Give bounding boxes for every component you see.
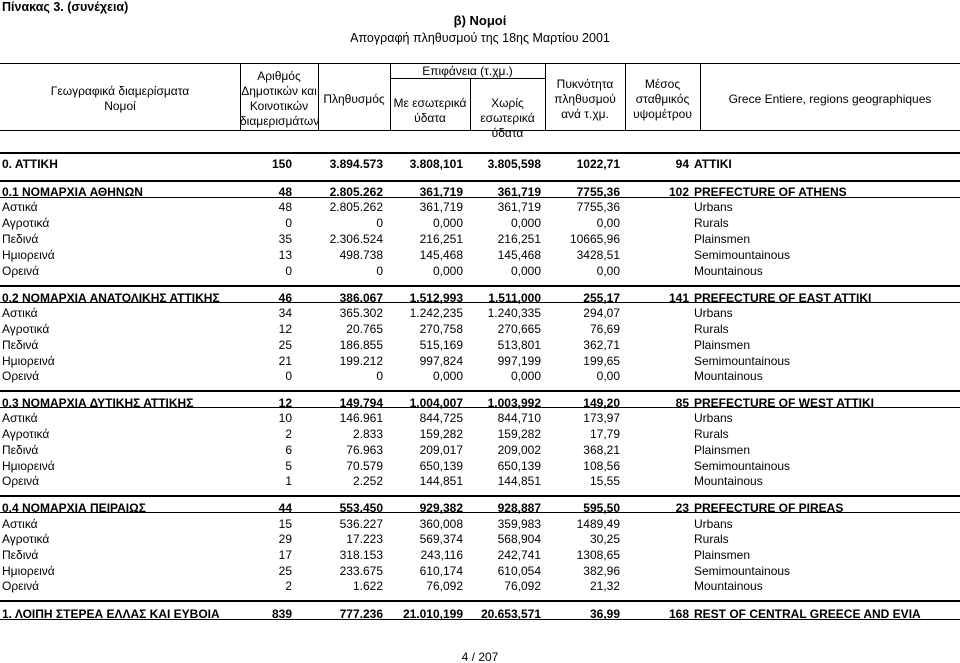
cell-population: 0 (376, 264, 383, 278)
cell-area-without-water: 3.805,598 (487, 157, 541, 171)
cell-count: 35 (278, 232, 292, 246)
section-rule (0, 180, 960, 182)
cell-area-with-water: 216,251 (419, 232, 463, 246)
cell-population: 70.579 (346, 459, 383, 473)
cell-density: 1022,71 (576, 157, 620, 171)
cell-density: 149,20 (583, 396, 620, 410)
cell-area-without-water: 270,665 (497, 322, 541, 336)
cell-english: Semimountainous (694, 354, 791, 368)
cell-population: 149.794 (339, 396, 383, 410)
cell-area-without-water: 0,000 (510, 216, 541, 230)
cell-english: Urbans (694, 411, 733, 425)
cell-population: 498.738 (339, 248, 383, 262)
cell-density: 0,00 (596, 216, 620, 230)
cell-english: ATTIKI (694, 157, 732, 171)
cell-area-with-water: 76,092 (426, 579, 463, 593)
cell-area-with-water: 21.010,199 (402, 607, 463, 621)
cell-name: Αστικά (2, 200, 38, 214)
cell-name: Πεδινά (2, 232, 39, 246)
cell-density: 294,07 (583, 306, 620, 320)
cell-english: Mountainous (694, 474, 763, 488)
cell-density: 595,50 (583, 501, 620, 515)
cell-count: 150 (271, 157, 292, 171)
cell-area-with-water: 360,008 (419, 517, 463, 531)
cell-density: 15,55 (589, 474, 620, 488)
cell-population: 318.153 (339, 548, 383, 562)
cell-english: Mountainous (694, 579, 763, 593)
cell-name: 0.1 ΝΟΜΑΡΧΙΑ ΑΘΗΝΩΝ (2, 185, 143, 199)
cell-area-without-water: 144,851 (497, 474, 541, 488)
cell-area-with-water: 144,851 (419, 474, 463, 488)
cell-population: 2.805.262 (329, 185, 383, 199)
cell-population: 186.855 (339, 338, 383, 352)
cell-name: Αγροτικά (2, 532, 50, 546)
cell-count: 0 (285, 264, 292, 278)
cell-count: 2 (285, 579, 292, 593)
cell-name: Αστικά (2, 517, 38, 531)
cell-name: Ημιορεινά (2, 354, 55, 368)
cell-density: 76,69 (589, 322, 620, 336)
cell-area-without-water: 216,251 (497, 232, 541, 246)
cell-count: 48 (278, 185, 292, 199)
cell-area-with-water: 361,719 (419, 185, 463, 199)
header-population: Πληθυσμός (323, 92, 385, 106)
cell-count: 0 (285, 369, 292, 383)
cell-population: 1.622 (352, 579, 383, 593)
cell-area-without-water: 844,710 (497, 411, 541, 425)
cell-density: 0,00 (596, 264, 620, 278)
cell-density: 21,32 (589, 579, 620, 593)
cell-english: Plainsmen (694, 548, 751, 562)
cell-area-without-water: 20.653,571 (480, 607, 541, 621)
cell-area-without-water: 361,719 (497, 185, 541, 199)
cell-english: Urbans (694, 517, 733, 531)
cell-population: 3.894.573 (329, 157, 383, 171)
cell-area-with-water: 997,824 (419, 354, 463, 368)
cell-count: 0 (285, 216, 292, 230)
cell-density: 36,99 (589, 607, 620, 621)
cell-area-without-water: 1.240,335 (487, 306, 541, 320)
cell-name: 0.3 ΝΟΜΑΡΧΙΑ ΔΥΤΙΚΗΣ ΑΤΤΙΚΗΣ (2, 396, 194, 410)
cell-area-with-water: 0,000 (432, 369, 463, 383)
cell-population: 0 (376, 216, 383, 230)
cell-density: 17,79 (589, 427, 620, 441)
cell-count: 29 (278, 532, 292, 546)
cell-english: Plainsmen (694, 232, 751, 246)
cell-area-with-water: 569,374 (419, 532, 463, 546)
cell-count: 46 (278, 291, 292, 305)
cell-area-without-water: 0,000 (510, 264, 541, 278)
cell-name: 0.4 ΝΟΜΑΡΧΙΑ ΠΕΙΡΑΙΩΣ (2, 501, 146, 515)
cell-population: 76.963 (346, 443, 383, 457)
cell-population: 233.675 (339, 564, 383, 578)
cell-area-with-water: 243,116 (420, 548, 463, 562)
cell-area-without-water: 76,092 (504, 579, 541, 593)
cell-english: Rurals (694, 427, 729, 441)
cell-population: 536.227 (339, 517, 383, 531)
page-heading: Πίνακας 3. (συνέχεια) (2, 0, 129, 14)
cell-name: 1. ΛΟΙΠΗ ΣΤΕΡΕΑ ΕΛΛΑΣ ΚΑΙ ΕΥΒΟΙΑ (2, 607, 220, 621)
page-number: 4 / 207 (461, 650, 499, 663)
cell-name: Ορεινά (2, 369, 40, 383)
cell-area-without-water: 568,904 (497, 532, 541, 546)
cell-area-with-water: 209,017 (419, 443, 463, 457)
table-title: β) Νομοί (453, 13, 507, 28)
cell-english: Rurals (694, 216, 729, 230)
header-count: Αριθμός Δημοτικών και Κοινοτικών διαμερισμάτων (240, 69, 320, 128)
header-density: Πυκνότητα πληθυσμού ανά τ.χμ. (554, 77, 616, 121)
header-area-without-water: Χωρίς εσωτερικά ύδατα (480, 96, 535, 140)
cell-count: 2 (285, 427, 292, 441)
cell-english: Plainsmen (694, 443, 751, 457)
cell-density: 199,65 (583, 354, 620, 368)
cell-area-with-water: 145,468 (419, 248, 463, 262)
cell-english: REST OF CENTRAL GREECE AND EVIA (694, 607, 921, 621)
cell-area-with-water: 650,139 (419, 459, 463, 473)
cell-count: 1 (285, 474, 292, 488)
cell-name: Ημιορεινά (2, 564, 55, 578)
cell-count: 17 (278, 548, 292, 562)
cell-area-without-water: 361,719 (497, 200, 541, 214)
cell-area-with-water: 0,000 (432, 216, 463, 230)
cell-count: 5 (285, 459, 292, 473)
cell-count: 12 (278, 396, 292, 410)
cell-name: Ορεινά (2, 264, 40, 278)
cell-altitude: 85 (675, 396, 689, 410)
cell-population: 2.306.524 (329, 232, 383, 246)
cell-density: 10665,96 (569, 232, 620, 246)
cell-area-with-water: 361,719 (419, 200, 463, 214)
cell-count: 25 (278, 564, 292, 578)
section-rule (0, 152, 960, 154)
cell-area-without-water: 997,199 (497, 354, 541, 368)
cell-name: 0.2 ΝΟΜΑΡΧΙΑ ΑΝΑΤΟΛΙΚΗΣ ΑΤΤΙΚΗΣ (2, 291, 220, 305)
cell-name: Αγροτικά (2, 427, 50, 441)
cell-population: 199.212 (339, 354, 383, 368)
cell-area-with-water: 844,725 (419, 411, 463, 425)
cell-area-without-water: 0,000 (510, 369, 541, 383)
cell-population: 146.961 (339, 411, 383, 425)
cell-count: 21 (278, 354, 292, 368)
cell-area-with-water: 1.512,993 (409, 291, 463, 305)
cell-english: PREFECTURE OF ATHENS (694, 185, 847, 199)
cell-name: Πεδινά (2, 548, 39, 562)
cell-english: Rurals (694, 322, 729, 336)
cell-english: Urbans (694, 306, 733, 320)
cell-population: 365.302 (339, 306, 383, 320)
header-altitude: Μέσος σταθμικός υψομέτρου (633, 77, 692, 121)
cell-area-without-water: 650,139 (497, 459, 541, 473)
cell-altitude: 141 (668, 291, 689, 305)
cell-english: PREFECTURE OF PIREAS (694, 501, 844, 515)
cell-density: 382,96 (583, 564, 620, 578)
cell-english: PREFECTURE OF WEST ATTIKI (694, 396, 874, 410)
cell-count: 13 (278, 248, 292, 262)
cell-name: 0. ΑΤΤΙΚΗ (2, 157, 58, 171)
cell-english: Semimountainous (694, 564, 791, 578)
cell-name: Αγροτικά (2, 322, 50, 336)
cell-english: Semimountainous (694, 459, 791, 473)
header-geo: Γεωγραφικά διαμερίσματα Νομοί (50, 84, 190, 113)
header-english: Grece Entiere, regions geographiques (728, 92, 932, 106)
cell-count: 34 (278, 306, 292, 320)
cell-count: 15 (278, 517, 292, 531)
section-rule (0, 600, 960, 602)
cell-altitude: 102 (668, 185, 689, 199)
table-subtitle: Απογραφή πληθυσμού της 18ης Μαρτίου 2001 (350, 31, 610, 45)
cell-english: Mountainous (694, 264, 763, 278)
cell-density: 0,00 (596, 369, 620, 383)
cell-density: 7755,36 (576, 185, 620, 199)
cell-population: 553.450 (339, 501, 383, 515)
cell-density: 3428,51 (576, 248, 620, 262)
cell-altitude: 168 (668, 607, 689, 621)
cell-altitude: 23 (675, 501, 689, 515)
cell-english: Plainsmen (694, 338, 751, 352)
cell-area-without-water: 209,002 (497, 443, 541, 457)
cell-population: 2.833 (352, 427, 383, 441)
cell-area-without-water: 359,983 (497, 517, 541, 531)
cell-density: 255,17 (583, 291, 620, 305)
cell-population: 2.805.262 (329, 200, 383, 214)
cell-density: 173,97 (583, 411, 620, 425)
cell-count: 839 (271, 607, 292, 621)
cell-area-without-water: 1.003,992 (487, 396, 541, 410)
cell-population: 17.223 (346, 532, 383, 546)
cell-area-without-water: 928,887 (497, 501, 541, 515)
cell-name: Ορεινά (2, 579, 40, 593)
cell-population: 777.236 (339, 607, 383, 621)
cell-name: Ημιορεινά (2, 459, 55, 473)
cell-name: Αγροτικά (2, 216, 50, 230)
cell-density: 7755,36 (576, 200, 620, 214)
cell-count: 12 (278, 322, 292, 336)
cell-english: Rurals (694, 532, 729, 546)
cell-area-without-water: 145,468 (497, 248, 541, 262)
cell-english: Semimountainous (694, 248, 791, 262)
cell-area-without-water: 610,054 (497, 564, 541, 578)
cell-name: Αστικά (2, 411, 38, 425)
cell-area-without-water: 242,741 (497, 548, 541, 562)
cell-area-with-water: 929,382 (419, 501, 463, 515)
cell-population: 2.252 (352, 474, 383, 488)
cell-area-with-water: 3.808,101 (409, 157, 463, 171)
cell-count: 10 (278, 411, 292, 425)
cell-count: 6 (285, 443, 292, 457)
cell-area-without-water: 513,801 (497, 338, 541, 352)
cell-area-without-water: 159,282 (497, 427, 541, 441)
header-area-group: Επιφάνεια (τ.χμ.) (422, 64, 513, 78)
cell-area-with-water: 1.004,007 (409, 396, 463, 410)
cell-density: 30,25 (589, 532, 620, 546)
section-rule (0, 495, 960, 497)
cell-area-with-water: 0,000 (432, 264, 463, 278)
cell-english: Urbans (694, 200, 733, 214)
cell-area-with-water: 610,174 (419, 564, 463, 578)
cell-count: 25 (278, 338, 292, 352)
cell-density: 1489,49 (576, 517, 620, 531)
cell-density: 362,71 (583, 338, 620, 352)
cell-density: 1308,65 (576, 548, 620, 562)
cell-area-without-water: 1.511,000 (488, 291, 541, 305)
section-rule (0, 390, 960, 392)
cell-name: Πεδινά (2, 443, 39, 457)
cell-population: 0 (376, 369, 383, 383)
cell-density: 108,56 (583, 459, 620, 473)
cell-population: 386.067 (339, 291, 383, 305)
cell-name: Ορεινά (2, 474, 40, 488)
cell-density: 368,21 (583, 443, 620, 457)
cell-area-with-water: 515,169 (419, 338, 463, 352)
cell-population: 20.765 (346, 322, 383, 336)
cell-count: 44 (278, 501, 292, 515)
cell-name: Αστικά (2, 306, 38, 320)
header-area-with-water: Με εσωτερικά ύδατα (393, 96, 467, 125)
section-rule (0, 285, 960, 287)
cell-english: Mountainous (694, 369, 763, 383)
cell-name: Πεδινά (2, 338, 39, 352)
cell-area-with-water: 159,282 (419, 427, 463, 441)
cell-english: PREFECTURE OF EAST ATTIKI (694, 291, 872, 305)
cell-area-with-water: 270,758 (419, 322, 463, 336)
cell-altitude: 94 (675, 157, 689, 171)
cell-name: Ημιορεινά (2, 248, 55, 262)
cell-count: 48 (278, 200, 292, 214)
cell-area-with-water: 1.242,235 (409, 306, 463, 320)
